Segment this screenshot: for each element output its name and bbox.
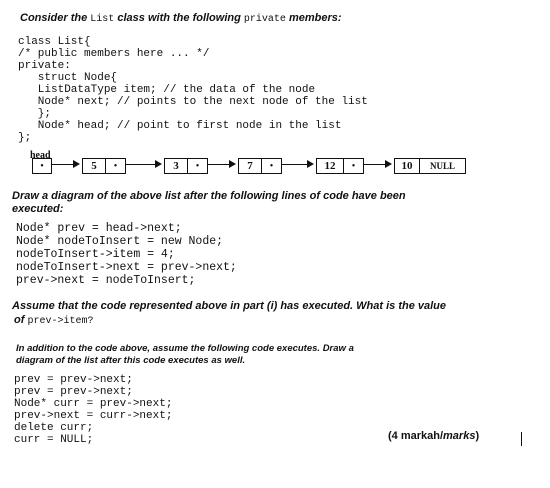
intro-suffix2: members:: [288, 12, 342, 24]
code-line: delete curr;: [14, 422, 94, 434]
code-line: };: [18, 132, 32, 144]
code-line: nodeToInsert->next = prev->next;: [16, 261, 237, 274]
node-pointer-null: NULL: [429, 161, 455, 171]
node-value: 12: [317, 159, 344, 173]
text-cursor: [521, 432, 522, 446]
code-line: prev->next = curr->next;: [14, 410, 173, 422]
question2-line2: [14, 314, 93, 327]
question1-line1: Draw a diagram of the above list after the following lines of code have been: [12, 190, 406, 202]
code-line: prev = prev->next;: [14, 374, 133, 386]
marks-close: ): [475, 430, 480, 442]
code-line: Node* next; // points to the next node of the list: [18, 96, 368, 108]
arrow: [52, 164, 78, 165]
code-line: nodeToInsert->item = 4;: [16, 248, 175, 261]
insert-code-block: [16, 222, 237, 287]
code-line: prev = prev->next;: [14, 386, 133, 398]
list-node: [164, 158, 208, 174]
list-node: [316, 158, 364, 174]
node-pointer: •: [269, 160, 274, 172]
head-label: head: [30, 150, 51, 161]
code-line: Node* head; // point to first node in the list: [18, 120, 342, 132]
node-value: 10: [395, 159, 420, 173]
code-line: class List{: [18, 36, 91, 48]
head-pointer-box: [32, 158, 52, 174]
question2-prefix: of: [14, 314, 25, 326]
arrow: [364, 164, 390, 165]
delete-code-block: [14, 374, 172, 446]
question2-code: prev->item?: [27, 316, 94, 327]
code-line: ListDataType item; // the data of the node: [18, 84, 316, 96]
intro-text: [20, 12, 342, 25]
class-code-block: [18, 36, 368, 144]
question3-line2: diagram of the list after this code executes as well.: [16, 355, 246, 366]
linked-list-diagram: [18, 150, 498, 180]
node-value: 7: [239, 159, 262, 173]
question1-line2: executed:: [12, 203, 64, 215]
code-line: Node* curr = prev->next;: [14, 398, 173, 410]
question2-line1: Assume that the code represented above in part (i) has executed. What is the value: [12, 300, 447, 312]
intro-class-name: List: [90, 14, 115, 25]
list-node: [394, 158, 466, 174]
arrow: [282, 164, 312, 165]
code-line: Node* prev = head->next;: [16, 222, 182, 235]
marks-italic: marks: [443, 430, 476, 442]
pointer-dot: •: [40, 160, 44, 172]
list-node: [82, 158, 126, 174]
intro-prefix: Consider the: [20, 12, 88, 24]
node-pointer: •: [113, 160, 118, 172]
arrow: [126, 164, 160, 165]
code-line: struct Node{: [18, 72, 118, 84]
node-pointer: •: [351, 160, 356, 172]
code-line: /* public members here ... */: [18, 48, 210, 60]
code-line: Node* nodeToInsert = new Node;: [16, 235, 224, 248]
node-pointer: •: [195, 160, 200, 172]
arrow: [208, 164, 234, 165]
marks-number: (4 markah/: [388, 430, 444, 442]
code-line: };: [18, 108, 52, 120]
list-node: [238, 158, 282, 174]
question3-line1: In addition to the code above, assume the following code executes. Draw a: [16, 343, 354, 354]
code-line: private:: [18, 60, 71, 72]
node-value: 5: [83, 159, 106, 173]
intro-keyword: private: [243, 14, 286, 25]
code-line: curr = NULL;: [14, 434, 94, 446]
code-line: prev->next = nodeToInsert;: [16, 274, 196, 287]
marks-label: [388, 430, 479, 442]
node-value: 3: [165, 159, 188, 173]
intro-suffix: class with the following: [117, 12, 241, 24]
